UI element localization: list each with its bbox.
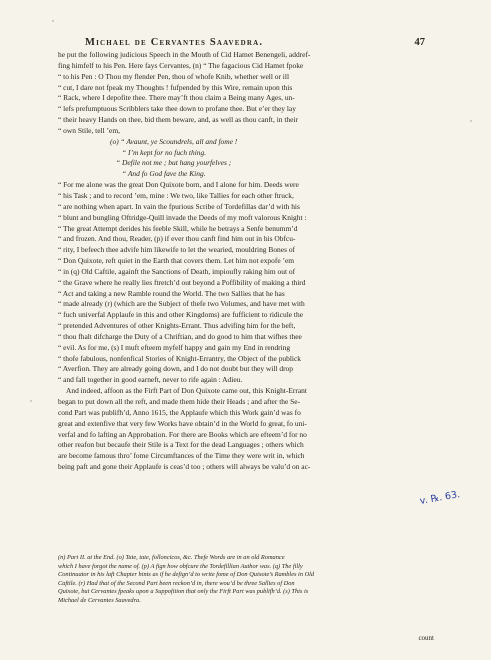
main-text bbox=[58, 50, 434, 473]
verse-block bbox=[58, 137, 434, 180]
footnote-line: Caftile. (r) Had that of the Second Part been reckon’d in, there wou’d be three Sallies of Don bbox=[58, 579, 295, 587]
text-line: “ rity, I befeech thee advife him likewife to let the wearied, mouldring Bones of bbox=[58, 245, 296, 255]
text-line: “ pretended Adventures of other Knights-Errant. Thus advifing him for the beft, bbox=[58, 321, 296, 331]
text-line: “ cut, I dare not fpeak my Thoughts ! fufpended by this Wire, remain upon this bbox=[58, 82, 293, 92]
verse-line: “ Defile not me ; but hang yourfelves ; bbox=[116, 158, 232, 168]
text-line: And indeed, affoon as the Firft Part of Don Quixote came out, this Knight-Errant bbox=[66, 386, 307, 396]
page-number: 47 bbox=[414, 37, 425, 48]
text-line: “ and frozen. And thou, Reader, (p) if ever thou canft find him out in his Obfcu- bbox=[58, 234, 296, 244]
text-line: “ and fall together in good earneft, never to rife again : Adieu. bbox=[58, 375, 243, 385]
text-line: “ are nothing when apart. In vain the fpurious Scribe of Tordefillas dar’d with his bbox=[58, 201, 300, 211]
handwritten-marginal-note: v. ℞. 63. bbox=[419, 489, 461, 507]
text-line: “ his Task ; and to record ’em, mine : We two, like Tallies for each other ftruck, bbox=[58, 190, 294, 200]
footnote-line: (n) Part II. at the End. (o) Tate, tate, folloncicos, &c. Thefe Words are in an old Romance bbox=[58, 554, 285, 561]
text-line: are become famous thro’ fome Circumftances of the Time they were writ in, which bbox=[58, 451, 305, 461]
text-line: “ blunt and bungling Oftridge-Quill invade the Deeds of my moft valorous Knight : bbox=[58, 212, 307, 222]
catchword: count bbox=[418, 634, 434, 642]
text-line: “ Act and taking a new Ramble round the World. The two Sallies that he has bbox=[58, 288, 285, 298]
text-line: “ the Grave where he really lies ftretch’d out beyond a Poffibility of making a third bbox=[58, 277, 306, 287]
text-line: “ Averfion. They are already going down, and I do not doubt but they will drop bbox=[58, 364, 293, 374]
text-line: “ lefs prefumptuous Scribblers take thee down to profane thee. But e’er they lay bbox=[58, 104, 296, 114]
paper-speck bbox=[52, 20, 54, 22]
text-line: great and extenfive that very few Works have obtain’d in the World fo great, fo uni- bbox=[58, 418, 307, 428]
text-line: fing himfelf to his Pen. Here fays Cervantes, (n) “ The fagacious Cid Hamet fpoke bbox=[58, 60, 304, 70]
footnotes bbox=[58, 554, 434, 605]
text-line: “ own Stile, tell ’em, bbox=[58, 125, 120, 135]
paper-speck bbox=[470, 120, 472, 122]
paper-speck bbox=[30, 400, 32, 402]
text-line: “ evil. As for me, (s) I muft efteem myfelf happy and gain my End in rendring bbox=[58, 342, 291, 352]
text-line: being paft and gone their Applaufe is ceas’d too ; others will always be valu’d on ac- bbox=[58, 462, 311, 472]
footnote-line: which I have forgot the name of. (p) A fign how obfcure the Tordefillian Author was. (q) The filly bbox=[58, 562, 303, 570]
running-head: Michael de Cervantes Saavedra. bbox=[85, 37, 264, 48]
text-line: “ thou fhalt difcharge the Duty of a Chriftian, and do good to him that wifhes thee bbox=[58, 331, 302, 341]
text-line: “ made already (r) (which are the Subject of thefe two Volumes, and have met with bbox=[58, 299, 305, 309]
text-line: verfal and fo lafting an Approbation. For there are Books which are efteem’d for no bbox=[58, 429, 307, 439]
text-line: cond Part was publifh’d, Anno 1615, the Applaufe which this Work gain’d was fo bbox=[58, 407, 301, 417]
text-line: “ fuch univerfal Applaufe in this and other Kingdoms) are fufficient to ridicule the bbox=[58, 310, 304, 320]
verse-line: “ I’m kept for no fuch thing. bbox=[122, 147, 207, 157]
paragraph-pen-speech bbox=[58, 50, 434, 137]
text-line: “ Don Quixote, reft quiet in the Earth that covers them. Let him not expofe ’em bbox=[58, 256, 295, 266]
page-header bbox=[85, 37, 425, 48]
text-line: “ thofe fabulous, nonfenfical Stories of Knight-Errantry, the Object of the publick bbox=[58, 353, 302, 363]
verse-line: “ And fo God fave the King. bbox=[122, 169, 206, 179]
text-line: he put the following judicious Speech in the Mouth of Cid Hamet Benengeli, addref- bbox=[58, 50, 311, 59]
footnote-line: Continuator in his laft Chapter hints as if he defign’d to write fome of Don Quixote’s Rambles in Old bbox=[58, 571, 315, 578]
text-line: “ The great Attempt derides his feeble Skill, while he betrays a Senfe benumm’d bbox=[58, 223, 298, 233]
paragraph-don-quixote bbox=[58, 180, 434, 386]
paragraph-applause bbox=[58, 386, 434, 473]
text-line: “ For me alone was the great Don Quixote born, and I alone for him. Deeds were bbox=[58, 180, 299, 190]
text-line: “ in (q) Old Caftile, againft the Sanctions of Death, impioufly raking him out of bbox=[58, 266, 296, 276]
text-line: began to put down all the reft, and made them hide their Heads ; and after the Se- bbox=[58, 397, 301, 406]
text-line: “ their heavy Hands on thee, bid them beware, and, as well as thou canft, in their bbox=[58, 115, 298, 125]
footnote-line: Michael de Cervantes Saavedra. bbox=[58, 596, 141, 604]
verse-line: (o) “ Avaunt, ye Scoundrels, all and fome ! bbox=[110, 136, 238, 146]
text-line: “ Rack, where I depofite thee. There may’ft thou claim a Being many Ages, un- bbox=[58, 93, 295, 103]
text-line: other reafon but becaufe their Stile is a Text for the dead Languages ; others which bbox=[58, 440, 304, 450]
footnote-line: Quixote, but Cervantes fpeaks upon a Suppofition that only the Firft Part was publifh’d. (s) This is bbox=[58, 588, 309, 595]
text-line: “ to his Pen : O Thou my flender Pen, thou of whofe Knib, whether well or ill bbox=[58, 71, 290, 81]
